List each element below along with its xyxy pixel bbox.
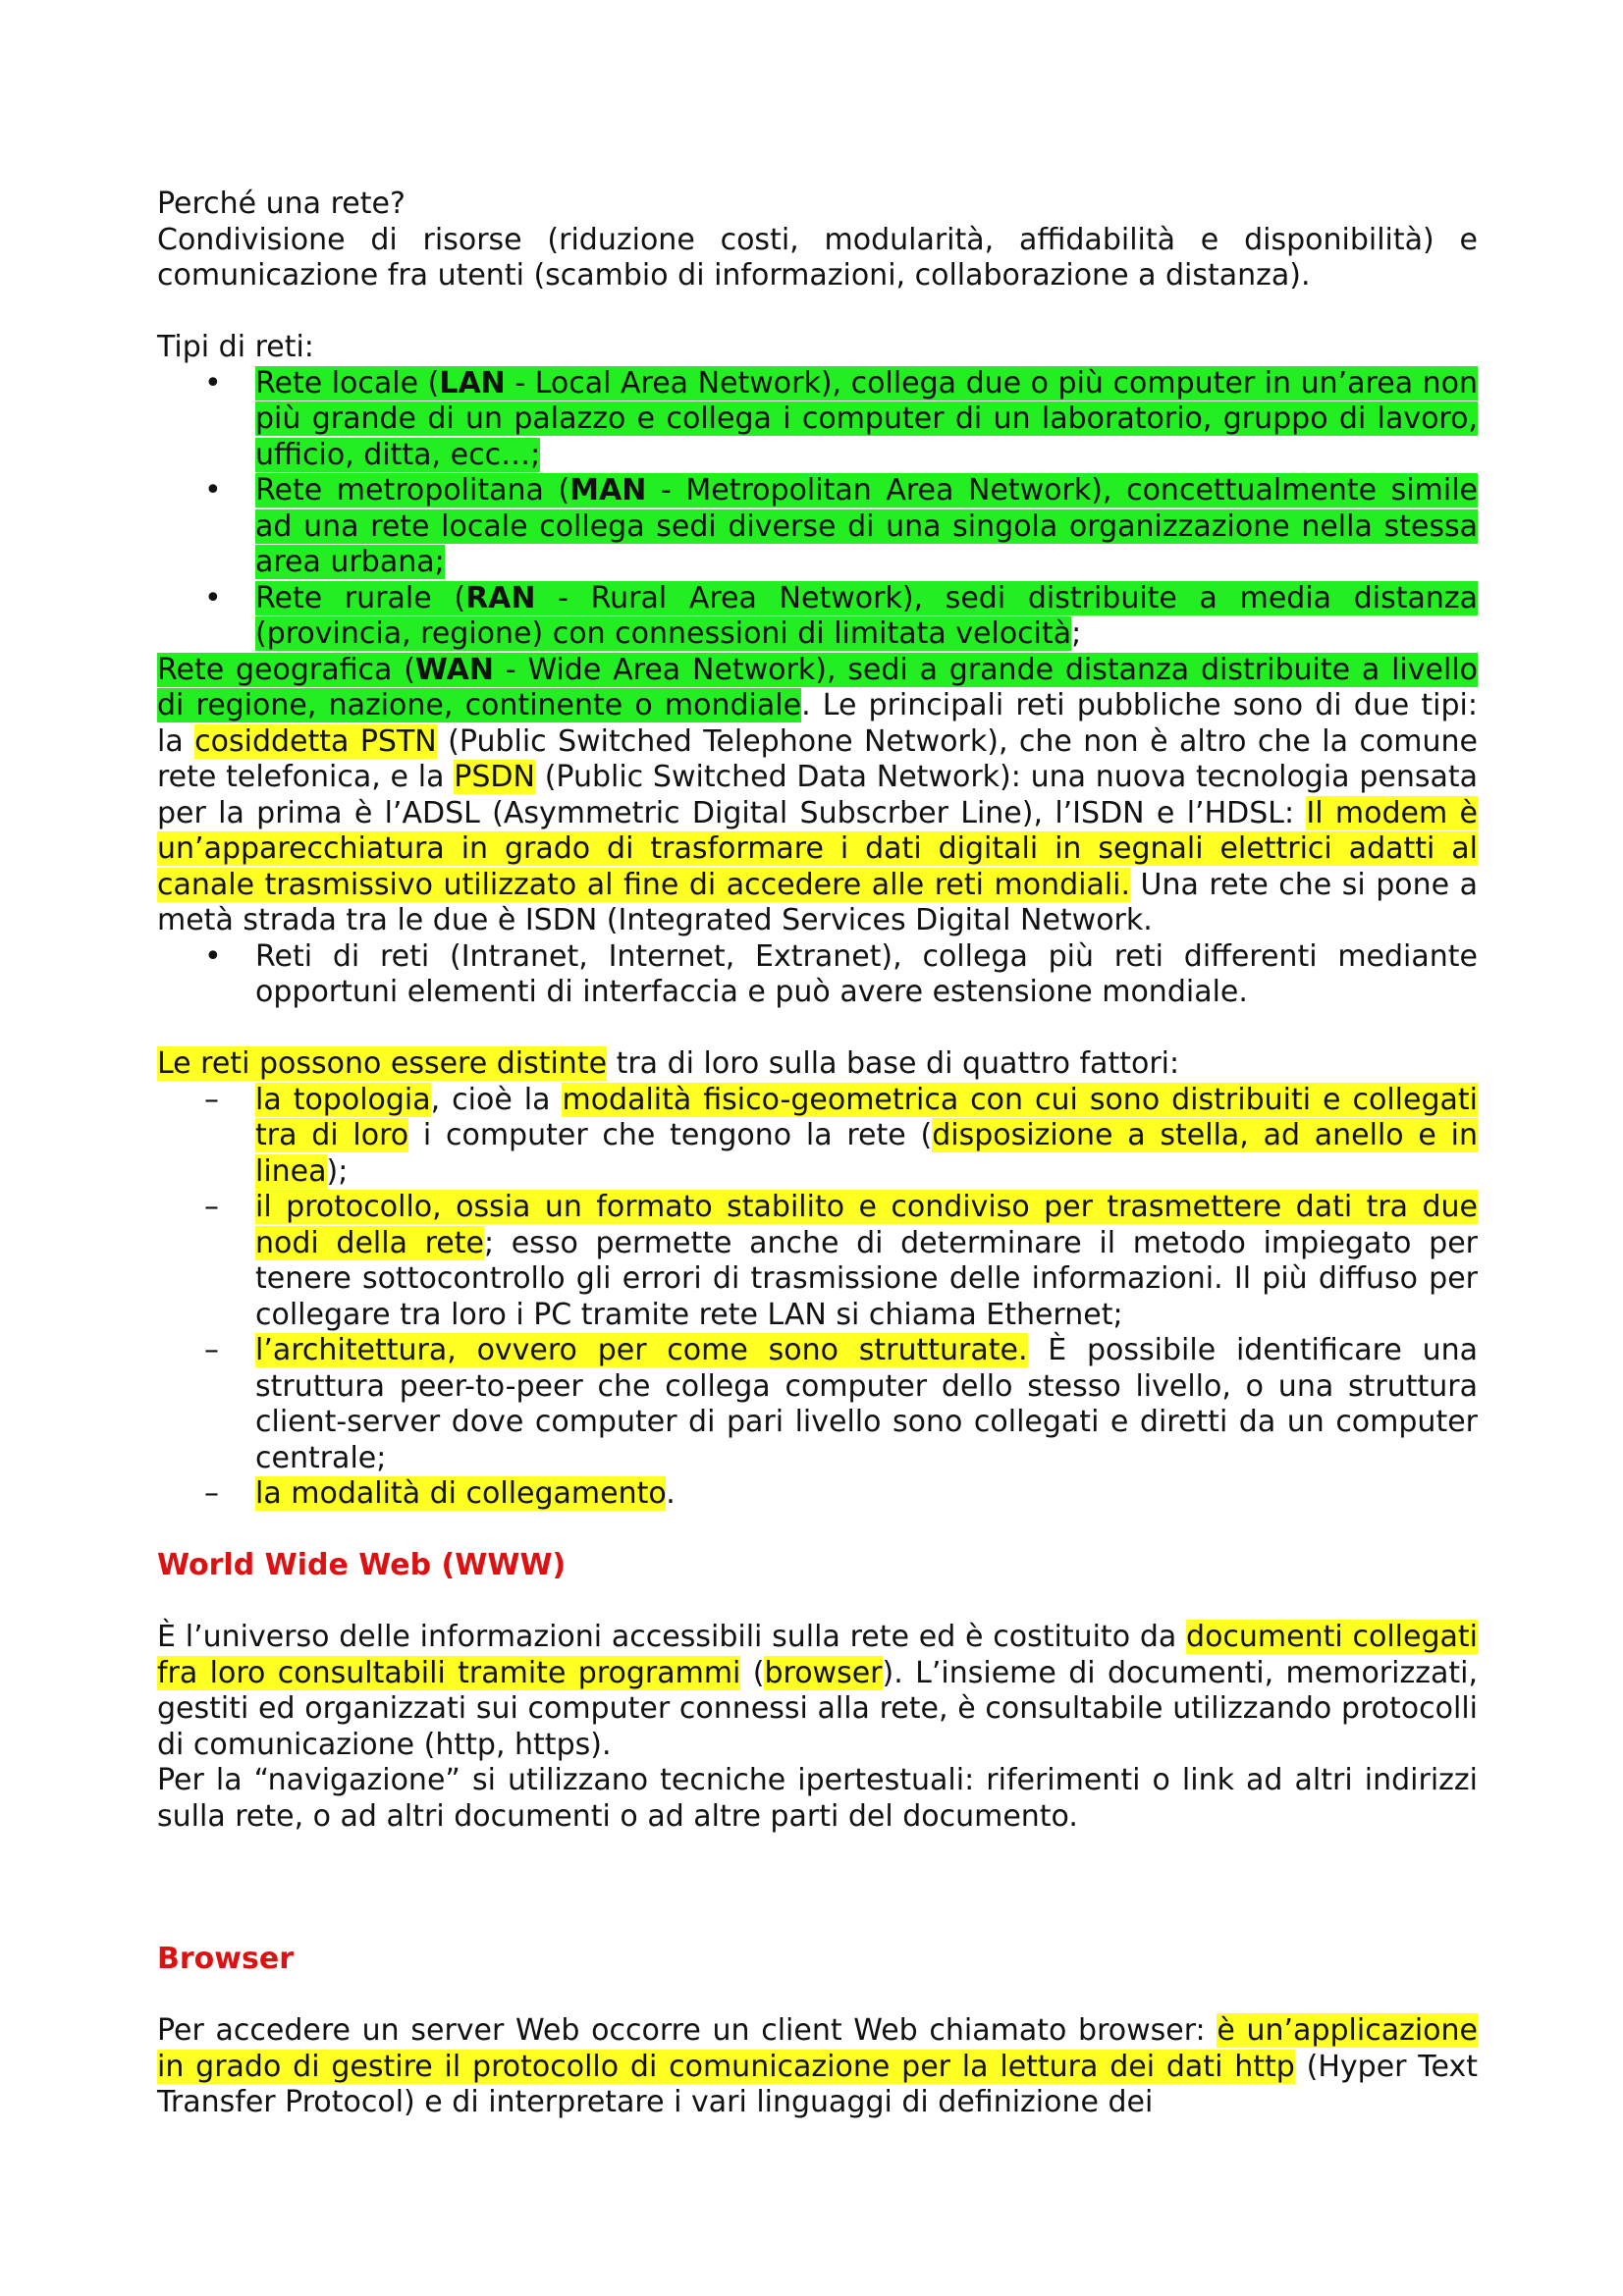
list-item-reti-di-reti: • Reti di reti (Intranet, Internet, Extranet), collega più reti differenti mediante opportuni elementi di interfaccia e può avere estensione mondiale. bbox=[157, 939, 1478, 1011]
list-item-man bbox=[157, 473, 1478, 581]
wan-highlight: Rete geografica (WAN - Wide Area Network), sedi a grande distanza distribuite a livello di regione, nazione, continente o mondiale bbox=[157, 652, 1478, 722]
list-item-protocollo: – il protocollo, ossia un formato stabilito e condiviso per trasmettere dati tra due nodi della rete; esso permette anche di determinare il metodo impiegato per tenere sottocontrollo gli errori di trasmissione delle informazioni. Il più diffuso per collegare tra loro i PC tramite rete LAN si chiama Ethernet; bbox=[157, 1190, 1478, 1333]
factors-intro: Le reti possono essere distinte tra di loro sulla base di quattro fattori: bbox=[157, 1046, 1180, 1081]
browser-heading: Browser bbox=[157, 1942, 294, 1976]
document-page bbox=[157, 187, 1478, 2121]
network-types-list-2 bbox=[157, 939, 1478, 1011]
intro-answer: Condivisione di risorse (riduzione costi, modularità, affidabilità e disponibilità) e comunicazione fra utenti (scambio di informazioni, collaborazione a distanza). bbox=[157, 222, 1478, 293]
browser-paragraph-1: Per accedere un server Web occorre un client Web chiamato browser: è un’applicazione in grado di gestire il protocollo di comunicazione per la lettura dei dati http (Hyper Text Transfer Protocol) e di interpretare i vari linguaggi di definizione dei bbox=[157, 2013, 1478, 2119]
list-item-topologia: – la topologia, cioè la modalità fisico-geometrica con cui sono distribuiti e collegati tra di loro i computer che tengono la rete (disposizione a stella, ad anello e in linea); bbox=[157, 1083, 1478, 1191]
list-item-ran: • Rete rurale (RAN - Rural Area Network), sedi distribuite a media distanza (provincia, regione) con connessioni di limitata velocità; bbox=[157, 581, 1478, 653]
man-text: Rete metropolitana (MAN - Metropolitan Area Network), concettualmente simile ad una rete locale collega sedi diverse di una singola organizzazione nella stessa area urbana; bbox=[255, 473, 1478, 579]
intro-question: Perché una rete? bbox=[157, 187, 406, 221]
list-item-lan bbox=[157, 366, 1478, 474]
list-item-collegamento: – la modalità di collegamento. bbox=[157, 1476, 1478, 1513]
wan-paragraph: Rete geografica (WAN - Wide Area Network), sedi a grande distanza distribuite a livello di regione, nazione, continente o mondiale. Le principali reti pubbliche sono di due tipi: la cosiddetta PSTN (Public Switched Telephone Network), che non è altro che la comune rete telefonica, e la PSDN (Public Switched Data Network): una nuova tecnologia pensata per la prima è l’ADSL (Asymmetric Digital Subscrber Line), l’ISDN e l’HDSL: Il modem è un’apparecchiatura in grado di trasformare i dati digitali in segnali elettrici adatti al canale trasmissivo utilizzato al fine di accedere alle reti mondiali. Una rete che si pone a metà strada tra le due è ISDN (Integrated Services Digital Network. bbox=[157, 652, 1479, 937]
factors-list bbox=[157, 1083, 1478, 1513]
www-paragraph-1: È l’universo delle informazioni accessibili sulla rete ed è costituito da documenti collegati fra loro consultabili tramite programmi (browser). L’insieme di documenti, memorizzati, gestiti ed organizzati sui computer connessi alla rete, è consultabile utilizzando protocolli di comunicazione (http, https). bbox=[157, 1620, 1479, 1762]
network-types-title: Tipi di reti: bbox=[157, 330, 314, 364]
www-paragraph-2: Per la “navigazione” si utilizzano tecniche ipertestuali: riferimenti o link ad altri indirizzi sulla rete, o ad altri documenti o ad altre parti del documento. bbox=[157, 1763, 1478, 1834]
list-item-architettura: – l’architettura, ovvero per come sono strutturate. È possibile identificare una struttura peer-to-peer che collega computer dello stesso livello, o una struttura client-server dove computer di pari livello sono collegati e diretti da un computer centrale; bbox=[157, 1333, 1478, 1476]
network-types-list bbox=[157, 366, 1478, 653]
ran-text: Rete rurale (RAN - Rural Area Network), sedi distribuite a media distanza (provincia, regione) con connessioni di limitata velocità bbox=[255, 580, 1478, 651]
lan-text: Rete locale (LAN - Local Area Network), collega due o più computer in un’area non più grande di un palazzo e collega i computer di un laboratorio, gruppo di lavoro, ufficio, ditta, ecc…; bbox=[255, 365, 1479, 472]
www-heading: World Wide Web (WWW) bbox=[157, 1548, 567, 1582]
